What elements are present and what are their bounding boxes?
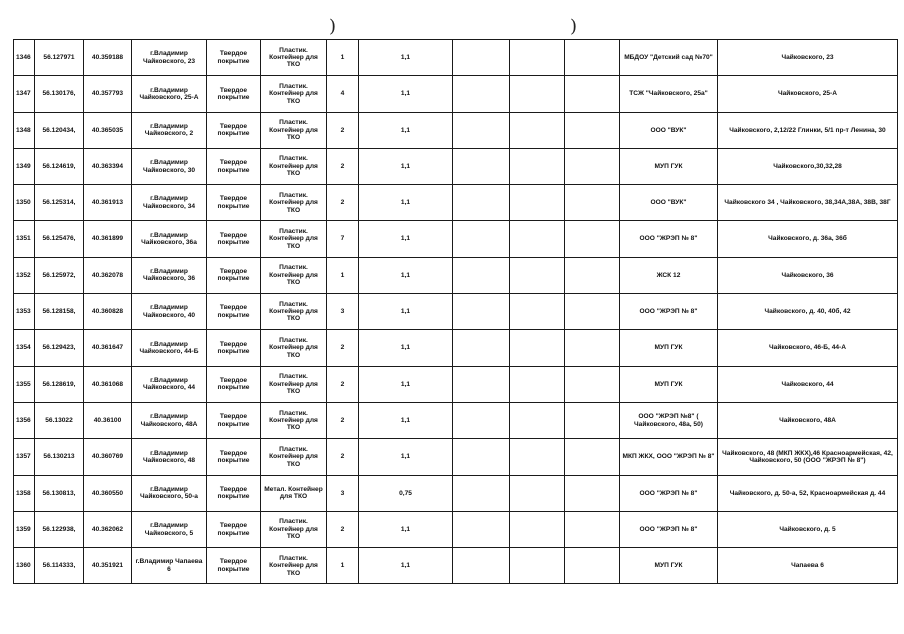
table-row — [14, 330, 898, 366]
empty-cell — [453, 221, 510, 257]
empty-cell — [453, 112, 510, 148]
owner-cell: ЖСК 12 — [620, 257, 718, 293]
owner-cell: МУП ГУК — [620, 548, 718, 584]
empty-cell — [565, 40, 620, 76]
address-cell: г.Владимир Чайковского, 40 — [132, 294, 207, 330]
address-cell: г.Владимир Чайковского, 34 — [132, 185, 207, 221]
empty-cell — [510, 40, 565, 76]
empty-cell — [565, 330, 620, 366]
empty-cell — [565, 402, 620, 438]
row-number: 1350 — [14, 185, 35, 221]
container-volume-cell: 1,1 — [359, 40, 453, 76]
longitude-cell: 40.357793 — [84, 76, 132, 112]
container-count-cell: 2 — [327, 330, 359, 366]
empty-cell — [510, 112, 565, 148]
container-count-cell: 2 — [327, 511, 359, 547]
empty-cell — [565, 148, 620, 184]
owner-cell: ООО "ЖРЭП № 8" — [620, 221, 718, 257]
surface-cell: Твердое покрытие — [207, 148, 261, 184]
table-row — [14, 112, 898, 148]
address-cell: г.Владимир Чайковского, 36 — [132, 257, 207, 293]
owner-cell: МБДОУ "Детский сад №70" — [620, 40, 718, 76]
container-count-cell: 3 — [327, 294, 359, 330]
owner-cell: ООО "ВУК" — [620, 185, 718, 221]
row-number: 1355 — [14, 366, 35, 402]
surface-cell: Твердое покрытие — [207, 257, 261, 293]
container-count-cell: 1 — [327, 548, 359, 584]
address-cell: г.Владимир Чайковского, 48 — [132, 439, 207, 475]
served-objects-cell: Чайковского, д. 50-а, 52, Красноармейская д. 44 — [718, 475, 898, 511]
waste-sites-table — [13, 39, 898, 584]
table-row — [14, 40, 898, 76]
empty-cell — [510, 366, 565, 402]
owner-cell: ООО "ЖРЭП № 8" — [620, 475, 718, 511]
owner-cell: МУП ГУК — [620, 330, 718, 366]
container-count-cell: 2 — [327, 402, 359, 438]
container-count-cell: 2 — [327, 112, 359, 148]
surface-cell: Твердое покрытие — [207, 548, 261, 584]
owner-cell: ООО "ВУК" — [620, 112, 718, 148]
empty-cell — [565, 294, 620, 330]
longitude-cell: 40.361913 — [84, 185, 132, 221]
row-number: 1359 — [14, 511, 35, 547]
address-cell: г.Владимир Чайковского, 25-А — [132, 76, 207, 112]
address-cell: г.Владимир Чайковского, 50-а — [132, 475, 207, 511]
table-row — [14, 148, 898, 184]
empty-cell — [510, 257, 565, 293]
longitude-cell: 40.361647 — [84, 330, 132, 366]
address-cell: г.Владимир Чайковского, 2 — [132, 112, 207, 148]
row-number: 1349 — [14, 148, 35, 184]
latitude-cell: 56.128158, — [35, 294, 84, 330]
row-number: 1346 — [14, 40, 35, 76]
latitude-cell: 56.125476, — [35, 221, 84, 257]
owner-cell: МУП ГУК — [620, 366, 718, 402]
owner-cell: МКП ЖКХ, ООО "ЖРЭП № 8" — [620, 439, 718, 475]
row-number: 1360 — [14, 548, 35, 584]
table-row — [14, 475, 898, 511]
empty-cell — [565, 221, 620, 257]
container-type-cell: Пластик. Контейнер для ТКО — [261, 439, 327, 475]
empty-cell — [565, 185, 620, 221]
empty-cell — [453, 439, 510, 475]
container-type-cell: Пластик. Контейнер для ТКО — [261, 330, 327, 366]
served-objects-cell: Чайковского, д. 36а, 36б — [718, 221, 898, 257]
latitude-cell: 56.130176, — [35, 76, 84, 112]
surface-cell: Твердое покрытие — [207, 40, 261, 76]
longitude-cell: 40.360828 — [84, 294, 132, 330]
longitude-cell: 40.360550 — [84, 475, 132, 511]
surface-cell: Твердое покрытие — [207, 330, 261, 366]
surface-cell: Твердое покрытие — [207, 185, 261, 221]
table-row — [14, 76, 898, 112]
empty-cell — [565, 439, 620, 475]
latitude-cell: 56.130813, — [35, 475, 84, 511]
container-count-cell: 7 — [327, 221, 359, 257]
owner-cell: ООО "ЖРЭП № 8" — [620, 511, 718, 547]
latitude-cell: 56.130213 — [35, 439, 84, 475]
table-row — [14, 511, 898, 547]
empty-cell — [510, 511, 565, 547]
longitude-cell: 40.363394 — [84, 148, 132, 184]
owner-cell: ООО "ЖРЭП № 8" — [620, 294, 718, 330]
container-volume-cell: 1,1 — [359, 511, 453, 547]
container-count-cell: 2 — [327, 148, 359, 184]
latitude-cell: 56.13022 — [35, 402, 84, 438]
scan-bracket-right: ) — [570, 16, 578, 37]
container-type-cell: Пластик. Контейнер для ТКО — [261, 402, 327, 438]
container-volume-cell: 1,1 — [359, 294, 453, 330]
container-count-cell: 2 — [327, 185, 359, 221]
row-number: 1356 — [14, 402, 35, 438]
container-volume-cell: 1,1 — [359, 330, 453, 366]
empty-cell — [565, 366, 620, 402]
container-type-cell: Пластик. Контейнер для ТКО — [261, 76, 327, 112]
container-count-cell: 2 — [327, 439, 359, 475]
table-row — [14, 257, 898, 293]
served-objects-cell: Чайковского, 44 — [718, 366, 898, 402]
container-count-cell: 2 — [327, 366, 359, 402]
container-type-cell: Пластик. Контейнер для ТКО — [261, 221, 327, 257]
served-objects-cell: Чапаева 6 — [718, 548, 898, 584]
row-number: 1353 — [14, 294, 35, 330]
longitude-cell: 40.362078 — [84, 257, 132, 293]
latitude-cell: 56.125314, — [35, 185, 84, 221]
container-type-cell: Пластик. Контейнер для ТКО — [261, 112, 327, 148]
container-volume-cell: 1,1 — [359, 439, 453, 475]
surface-cell: Твердое покрытие — [207, 112, 261, 148]
empty-cell — [453, 402, 510, 438]
empty-cell — [453, 294, 510, 330]
served-objects-cell: Чайковского, д. 40, 40б, 42 — [718, 294, 898, 330]
served-objects-cell: Чайковского, 23 — [718, 40, 898, 76]
longitude-cell: 40.36100 — [84, 402, 132, 438]
container-type-cell: Пластик. Контейнер для ТКО — [261, 294, 327, 330]
container-type-cell: Пластик. Контейнер для ТКО — [261, 40, 327, 76]
address-cell: г.Владимир Чапаева 6 — [132, 548, 207, 584]
empty-cell — [565, 548, 620, 584]
table-row — [14, 185, 898, 221]
empty-cell — [453, 366, 510, 402]
surface-cell: Твердое покрытие — [207, 366, 261, 402]
empty-cell — [453, 148, 510, 184]
container-volume-cell: 1,1 — [359, 257, 453, 293]
row-number: 1348 — [14, 112, 35, 148]
empty-cell — [510, 148, 565, 184]
empty-cell — [510, 294, 565, 330]
empty-cell — [453, 511, 510, 547]
container-volume-cell: 1,1 — [359, 76, 453, 112]
empty-cell — [453, 548, 510, 584]
container-type-cell: Пластик. Контейнер для ТКО — [261, 548, 327, 584]
empty-cell — [453, 330, 510, 366]
container-type-cell: Пластик. Контейнер для ТКО — [261, 511, 327, 547]
served-objects-cell: Чайковского, 48 (МКП ЖКХ),46 Красноармейская, 42, Чайковского, 50 (ООО "ЖРЭП № 8") — [718, 439, 898, 475]
served-objects-cell: Чайковского, 36 — [718, 257, 898, 293]
served-objects-cell: Чайковского, д. 5 — [718, 511, 898, 547]
empty-cell — [510, 439, 565, 475]
table-row — [14, 548, 898, 584]
empty-cell — [510, 330, 565, 366]
scan-bracket-left: ) — [329, 16, 337, 37]
address-cell: г.Владимир Чайковского, 48А — [132, 402, 207, 438]
served-objects-cell: Чайковского, 2,12/22 Глинки, 5/1 пр-т Ленина, 30 — [718, 112, 898, 148]
container-volume-cell: 1,1 — [359, 185, 453, 221]
empty-cell — [565, 112, 620, 148]
empty-cell — [510, 76, 565, 112]
container-volume-cell: 1,1 — [359, 148, 453, 184]
row-number: 1352 — [14, 257, 35, 293]
table-row — [14, 294, 898, 330]
address-cell: г.Владимир Чайковского, 44-Б — [132, 330, 207, 366]
row-number: 1351 — [14, 221, 35, 257]
row-number: 1347 — [14, 76, 35, 112]
surface-cell: Твердое покрытие — [207, 76, 261, 112]
address-cell: г.Владимир Чайковского, 30 — [132, 148, 207, 184]
table-row — [14, 366, 898, 402]
container-type-cell: Пластик. Контейнер для ТКО — [261, 366, 327, 402]
served-objects-cell: Чайковского, 25-А — [718, 76, 898, 112]
row-number: 1354 — [14, 330, 35, 366]
container-volume-cell: 1,1 — [359, 221, 453, 257]
surface-cell: Твердое покрытие — [207, 439, 261, 475]
empty-cell — [510, 475, 565, 511]
empty-cell — [510, 402, 565, 438]
empty-cell — [453, 257, 510, 293]
empty-cell — [453, 40, 510, 76]
surface-cell: Твердое покрытие — [207, 221, 261, 257]
empty-cell — [565, 76, 620, 112]
latitude-cell: 56.125972, — [35, 257, 84, 293]
empty-cell — [453, 475, 510, 511]
surface-cell: Твердое покрытие — [207, 294, 261, 330]
longitude-cell: 40.362062 — [84, 511, 132, 547]
empty-cell — [453, 185, 510, 221]
empty-cell — [565, 257, 620, 293]
container-count-cell: 1 — [327, 257, 359, 293]
address-cell: г.Владимир Чайковского, 5 — [132, 511, 207, 547]
container-count-cell: 1 — [327, 40, 359, 76]
table-row — [14, 439, 898, 475]
empty-cell — [510, 548, 565, 584]
longitude-cell: 40.359188 — [84, 40, 132, 76]
longitude-cell: 40.360769 — [84, 439, 132, 475]
longitude-cell: 40.361068 — [84, 366, 132, 402]
table-row — [14, 221, 898, 257]
owner-cell: ТСЖ "Чайковского, 25а" — [620, 76, 718, 112]
latitude-cell: 56.122938, — [35, 511, 84, 547]
latitude-cell: 56.127971 — [35, 40, 84, 76]
longitude-cell: 40.351921 — [84, 548, 132, 584]
latitude-cell: 56.120434, — [35, 112, 84, 148]
longitude-cell: 40.365035 — [84, 112, 132, 148]
row-number: 1358 — [14, 475, 35, 511]
surface-cell: Твердое покрытие — [207, 402, 261, 438]
latitude-cell: 56.124619, — [35, 148, 84, 184]
owner-cell: ООО "ЖРЭП №8" ( Чайковского, 48а, 50) — [620, 402, 718, 438]
container-type-cell: Пластик. Контейнер для ТКО — [261, 257, 327, 293]
container-volume-cell: 1,1 — [359, 402, 453, 438]
container-type-cell: Пластик. Контейнер для ТКО — [261, 148, 327, 184]
served-objects-cell: Чайковского, 48А — [718, 402, 898, 438]
surface-cell: Твердое покрытие — [207, 511, 261, 547]
address-cell: г.Владимир Чайковского, 36а — [132, 221, 207, 257]
served-objects-cell: Чайковского,30,32,28 — [718, 148, 898, 184]
served-objects-cell: Чайковского, 46-Б, 44-А — [718, 330, 898, 366]
served-objects-cell: Чайковского 34 , Чайковского, 38,34А,38А, 38В, 38Г — [718, 185, 898, 221]
container-volume-cell: 0,75 — [359, 475, 453, 511]
surface-cell: Твердое покрытие — [207, 475, 261, 511]
empty-cell — [565, 511, 620, 547]
container-type-cell: Пластик. Контейнер для ТКО — [261, 185, 327, 221]
empty-cell — [565, 475, 620, 511]
container-volume-cell: 1,1 — [359, 112, 453, 148]
latitude-cell: 56.128619, — [35, 366, 84, 402]
empty-cell — [453, 76, 510, 112]
latitude-cell: 56.114333, — [35, 548, 84, 584]
row-number: 1357 — [14, 439, 35, 475]
empty-cell — [510, 185, 565, 221]
container-count-cell: 4 — [327, 76, 359, 112]
address-cell: г.Владимир Чайковского, 44 — [132, 366, 207, 402]
address-cell: г.Владимир Чайковского, 23 — [132, 40, 207, 76]
table-row — [14, 402, 898, 438]
longitude-cell: 40.361899 — [84, 221, 132, 257]
container-volume-cell: 1,1 — [359, 366, 453, 402]
empty-cell — [510, 221, 565, 257]
container-volume-cell: 1,1 — [359, 548, 453, 584]
container-count-cell: 3 — [327, 475, 359, 511]
container-type-cell: Метал. Контейнер для ТКО — [261, 475, 327, 511]
owner-cell: МУП ГУК — [620, 148, 718, 184]
latitude-cell: 56.129423, — [35, 330, 84, 366]
